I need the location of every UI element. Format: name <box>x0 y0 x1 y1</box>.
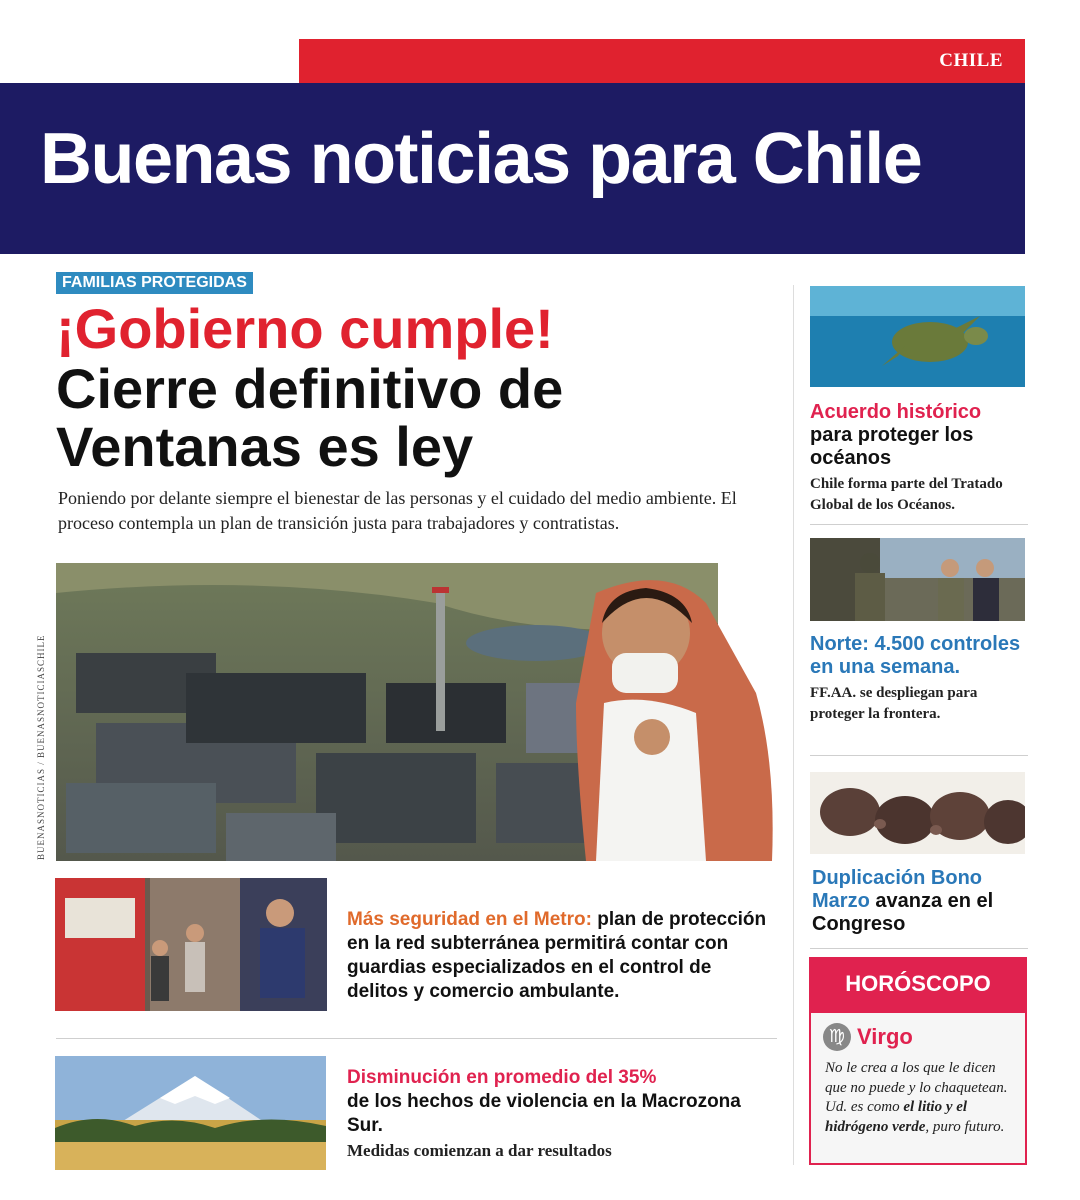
sidebar-north-body: FF.AA. se despliegan para proteger la frontera. <box>810 685 978 722</box>
story-south-accent: Disminución en promedio del 35% <box>347 1067 657 1088</box>
sidebar-oceans-title: para proteger los océanos <box>810 424 974 469</box>
sidebar-bono-accent: Duplicación Bono Marzo <box>812 867 982 912</box>
sign-name: Virgo <box>857 1024 913 1049</box>
headline: Cierre definitivo de Ventanas es ley <box>56 357 564 478</box>
lead-paragraph: Poniendo por delante siempre el bienestar de las personas y el cuidado del medio ambiente. El proceso contempla un plan de transición justa para trabajadores y contratistas. <box>58 488 737 533</box>
story-south <box>347 1066 767 1161</box>
story-south-sub: Medidas comienzan a dar resultados <box>347 1141 612 1160</box>
masthead-band <box>0 83 1025 254</box>
main-photo <box>56 563 776 861</box>
photo-credit: BUENASNOTICIAS / BUENASNOTICIASCHILE <box>36 634 46 860</box>
virgo-icon: ♍ <box>823 1023 851 1051</box>
category-badge: FAMILIAS PROTEGIDAS <box>56 272 253 294</box>
horoscope-heading: HORÓSCOPO <box>809 957 1027 1013</box>
masthead-title: Buenas noticias para Chile <box>40 119 922 199</box>
sidebar-item-north <box>810 633 1025 725</box>
divider <box>810 755 1028 756</box>
sidebar-oceans-body: Chile forma parte del Tratado Global de los Océanos. <box>810 476 1003 513</box>
piggybanks-photo <box>810 772 1025 854</box>
sidebar-item-bono <box>812 867 1027 936</box>
soldiers-photo <box>810 538 1025 621</box>
story-south-text: de los hechos de violencia en la Macrozona Sur. <box>347 1091 741 1136</box>
sidebar-bono-title: avanza en el Congreso <box>812 890 994 935</box>
column-divider <box>793 285 794 1165</box>
divider <box>56 1038 777 1039</box>
section-bar <box>299 39 1025 83</box>
horoscope-box <box>809 957 1027 1165</box>
sidebar-north-accent: Norte: 4.500 controles en una semana. <box>810 633 1021 678</box>
story-metro-text: plan de protección en la red subterránea permitirá contar con guardias especializados en el control de delitos y comercio ambulante. <box>347 909 767 1002</box>
horoscope-text <box>825 1059 1017 1137</box>
headline-red: ¡Gobierno cumple! <box>56 297 554 360</box>
horoscope-sign <box>823 1023 913 1051</box>
sidebar-oceans-accent: Acuerdo histórico <box>810 401 982 423</box>
divider <box>810 524 1028 525</box>
volcano-photo <box>55 1056 326 1170</box>
divider <box>810 948 1028 949</box>
turtle-photo <box>810 286 1025 387</box>
horoscope-text-b: , puro futuro. <box>925 1118 1005 1135</box>
section-label: CHILE <box>939 50 1003 71</box>
horoscope-text-bold: el litio y el hidrógeno verde <box>825 1099 968 1135</box>
story-metro-accent: Más seguridad en el Metro: <box>347 909 592 930</box>
horoscope-text-a: No le crea a los que le dicen que no puede y lo chaquetean. Ud. es como <box>825 1060 1008 1115</box>
metro-photo <box>55 878 327 1011</box>
story-metro <box>347 908 767 1004</box>
sidebar-item-oceans <box>810 401 1025 516</box>
